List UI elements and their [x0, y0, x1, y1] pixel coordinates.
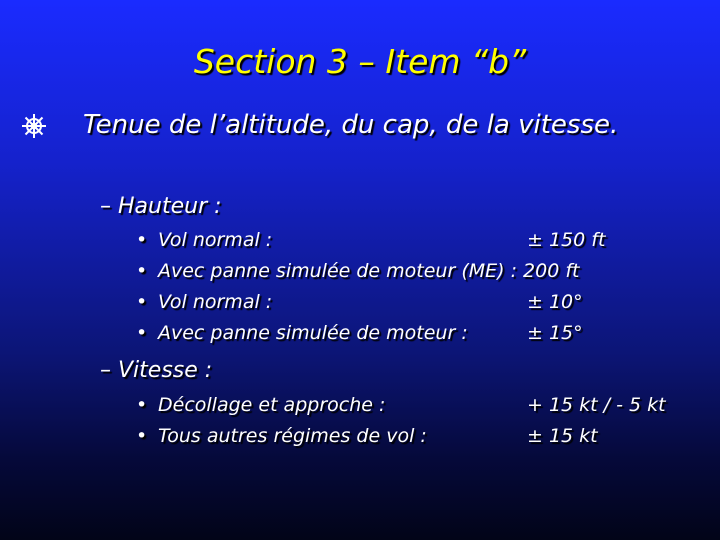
list-item-value: ± 15°: [527, 322, 583, 344]
list-bullet: •: [136, 260, 148, 282]
list-item-value: ± 15 kt: [527, 425, 598, 447]
list-item-label: Décollage et approche :: [158, 394, 386, 416]
list-bullet: •: [136, 291, 148, 313]
section-heading-vitesse: – Vitesse :: [100, 358, 213, 383]
list-item-label: Avec panne simulée de moteur :: [158, 322, 468, 344]
section-heading-hauteur: – Hauteur :: [100, 194, 222, 219]
list-bullet: •: [136, 425, 148, 447]
list-bullet: •: [136, 322, 148, 344]
list-item-value: ± 10°: [527, 291, 583, 313]
slide-title: Section 3 – Item “b”: [193, 42, 527, 81]
list-item-value: ± 150 ft: [527, 229, 606, 251]
list-item-label: Vol normal :: [158, 291, 273, 313]
list-bullet: •: [136, 229, 148, 251]
list-item-label: Vol normal :: [158, 229, 273, 251]
list-item-label: Avec panne simulée de moteur (ME) : 200 ft: [158, 260, 580, 282]
list-bullet: •: [136, 394, 148, 416]
ship-wheel-icon: [20, 112, 48, 140]
list-item-label: Tous autres régimes de vol :: [158, 425, 427, 447]
main-bullet-text: Tenue de l’altitude, du cap, de la vitesse.: [83, 110, 619, 140]
list-item-value: + 15 kt / - 5 kt: [527, 394, 666, 416]
